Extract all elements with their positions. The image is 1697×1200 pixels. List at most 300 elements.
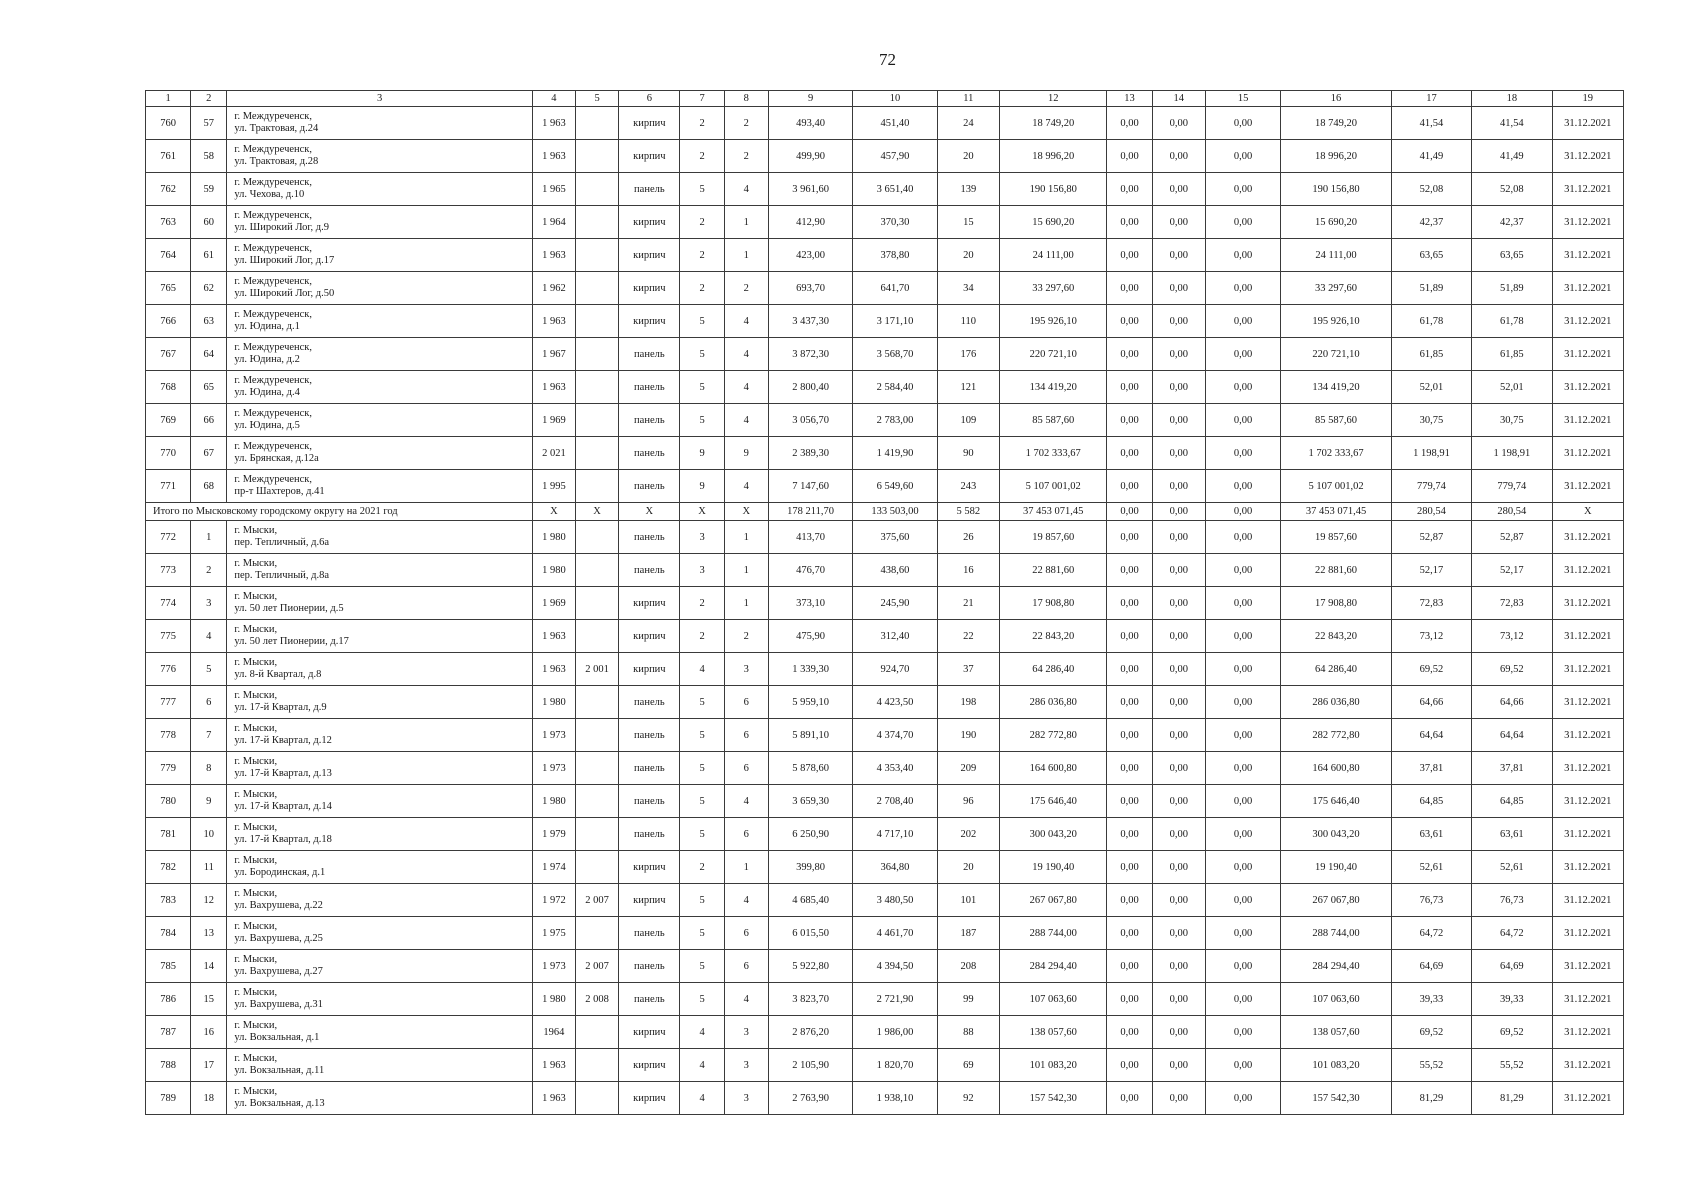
table-row xyxy=(146,1082,1624,1115)
address-city: г. Междуреченск, xyxy=(234,243,313,254)
row-number-cell: 775 xyxy=(146,620,191,653)
data-cell: 1 980 xyxy=(532,983,575,1016)
municipal-index-cell: 11 xyxy=(191,851,227,884)
address-cell xyxy=(227,305,532,338)
data-cell: 0,00 xyxy=(1205,653,1280,686)
address-street: ул. Вокзальная, д.13 xyxy=(234,1098,325,1109)
data-cell: 31.12.2021 xyxy=(1552,305,1623,338)
data-cell: 0,00 xyxy=(1205,338,1280,371)
table-row xyxy=(146,206,1624,239)
data-cell: 0,00 xyxy=(1205,554,1280,587)
address-city: г. Мыски, xyxy=(234,1086,278,1097)
data-cell: 109 xyxy=(937,404,999,437)
data-cell: 3 659,30 xyxy=(768,785,852,818)
data-cell: 282 772,80 xyxy=(1281,719,1392,752)
data-cell: 0,00 xyxy=(1107,917,1152,950)
address-street: ул. 8-й Квартал, д.8 xyxy=(234,669,322,680)
data-cell: 284 294,40 xyxy=(999,950,1107,983)
address-cell xyxy=(227,818,532,851)
data-cell: 6 xyxy=(724,752,768,785)
data-cell: 3 568,70 xyxy=(853,338,937,371)
data-cell: 5 xyxy=(680,983,724,1016)
data-cell: 0,00 xyxy=(1152,470,1205,503)
data-cell: 779,74 xyxy=(1391,470,1471,503)
data-cell: 4 xyxy=(724,173,768,206)
table-row xyxy=(146,917,1624,950)
data-cell xyxy=(576,719,619,752)
municipal-index-cell: 6 xyxy=(191,686,227,719)
data-cell: 31.12.2021 xyxy=(1552,917,1623,950)
address-street: ул. Брянская, д.12а xyxy=(234,453,319,464)
data-cell: 0,00 xyxy=(1152,239,1205,272)
row-number-cell: 760 xyxy=(146,107,191,140)
address-street: ул. 17-й Квартал, д.9 xyxy=(234,702,327,713)
table-row xyxy=(146,620,1624,653)
address-street: ул. Вокзальная, д.1 xyxy=(234,1032,320,1043)
data-cell: 423,00 xyxy=(768,239,852,272)
data-cell: 52,17 xyxy=(1472,554,1552,587)
data-cell: 52,08 xyxy=(1472,173,1552,206)
data-cell: 0,00 xyxy=(1205,719,1280,752)
data-cell: 69 xyxy=(937,1049,999,1082)
data-cell: 2 xyxy=(680,107,724,140)
address-cell xyxy=(227,437,532,470)
column-number-cell: 17 xyxy=(1391,91,1471,107)
data-cell: 0,00 xyxy=(1152,404,1205,437)
data-cell: 5 xyxy=(680,305,724,338)
data-cell: кирпич xyxy=(619,1049,680,1082)
data-cell: 375,60 xyxy=(853,521,937,554)
data-cell: 0,00 xyxy=(1205,206,1280,239)
data-cell xyxy=(576,521,619,554)
total-cell: X xyxy=(532,503,575,521)
data-cell: 1 969 xyxy=(532,404,575,437)
data-cell: 9 xyxy=(724,437,768,470)
data-cell: 0,00 xyxy=(1107,554,1152,587)
row-number-cell: 765 xyxy=(146,272,191,305)
data-cell: 1 963 xyxy=(532,371,575,404)
data-cell: 190 156,80 xyxy=(1281,173,1392,206)
data-cell: 1 995 xyxy=(532,470,575,503)
data-cell: 61,85 xyxy=(1472,338,1552,371)
data-cell xyxy=(576,272,619,305)
data-cell: 1 962 xyxy=(532,272,575,305)
municipal-index-cell: 9 xyxy=(191,785,227,818)
data-cell: 0,00 xyxy=(1107,404,1152,437)
data-cell: 0,00 xyxy=(1107,851,1152,884)
data-cell: 16 xyxy=(937,554,999,587)
data-cell: 64,72 xyxy=(1472,917,1552,950)
data-cell: кирпич xyxy=(619,107,680,140)
table-row xyxy=(146,272,1624,305)
address-cell xyxy=(227,653,532,686)
data-cell: 72,83 xyxy=(1472,587,1552,620)
data-cell: 0,00 xyxy=(1107,620,1152,653)
address-city: г. Междуреченск, xyxy=(234,210,313,221)
data-cell: 2 xyxy=(724,107,768,140)
data-cell: 0,00 xyxy=(1152,521,1205,554)
table-row xyxy=(146,785,1624,818)
data-cell: панель xyxy=(619,917,680,950)
data-cell: 4 xyxy=(724,884,768,917)
data-cell: 90 xyxy=(937,437,999,470)
data-cell: 15 xyxy=(937,206,999,239)
address-cell xyxy=(227,1016,532,1049)
data-cell: 30,75 xyxy=(1391,404,1471,437)
data-cell: 31.12.2021 xyxy=(1552,272,1623,305)
total-label: Итого по Мысковскому городскому округу на 2021 год xyxy=(146,503,533,521)
row-number-cell: 781 xyxy=(146,818,191,851)
municipal-index-cell: 14 xyxy=(191,950,227,983)
data-cell: 22 881,60 xyxy=(999,554,1107,587)
data-cell xyxy=(576,305,619,338)
data-cell: 0,00 xyxy=(1152,140,1205,173)
data-cell: 4 xyxy=(724,371,768,404)
row-number-cell: 768 xyxy=(146,371,191,404)
data-cell: 51,89 xyxy=(1472,272,1552,305)
data-cell: 0,00 xyxy=(1205,785,1280,818)
data-cell: 31.12.2021 xyxy=(1552,785,1623,818)
data-cell: кирпич xyxy=(619,206,680,239)
data-cell: 52,01 xyxy=(1391,371,1471,404)
total-cell: 178 211,70 xyxy=(768,503,852,521)
data-cell: 0,00 xyxy=(1152,587,1205,620)
column-number-cell: 14 xyxy=(1152,91,1205,107)
total-row xyxy=(146,503,1624,521)
data-cell: 31.12.2021 xyxy=(1552,437,1623,470)
table-row xyxy=(146,239,1624,272)
data-cell: 176 xyxy=(937,338,999,371)
data-cell: 5 xyxy=(680,785,724,818)
data-cell: 1 963 xyxy=(532,305,575,338)
data-cell: 101 083,20 xyxy=(1281,1049,1392,1082)
data-cell: 31.12.2021 xyxy=(1552,206,1623,239)
data-cell: 5 xyxy=(680,371,724,404)
data-cell: 5 xyxy=(680,404,724,437)
data-cell: 19 190,40 xyxy=(1281,851,1392,884)
data-cell: 1 198,91 xyxy=(1472,437,1552,470)
data-cell: 4 xyxy=(724,404,768,437)
data-cell: 1 820,70 xyxy=(853,1049,937,1082)
address-cell xyxy=(227,239,532,272)
data-cell: 779,74 xyxy=(1472,470,1552,503)
data-cell: 139 xyxy=(937,173,999,206)
data-cell xyxy=(576,173,619,206)
data-cell: 282 772,80 xyxy=(999,719,1107,752)
data-cell xyxy=(576,338,619,371)
data-cell: 15 690,20 xyxy=(999,206,1107,239)
data-cell: 0,00 xyxy=(1107,719,1152,752)
municipal-index-cell: 5 xyxy=(191,653,227,686)
address-cell xyxy=(227,587,532,620)
data-cell: 26 xyxy=(937,521,999,554)
data-cell: 31.12.2021 xyxy=(1552,983,1623,1016)
row-number-cell: 771 xyxy=(146,470,191,503)
data-cell: 1 963 xyxy=(532,1082,575,1115)
data-cell: 4 xyxy=(680,1082,724,1115)
data-cell: 0,00 xyxy=(1107,437,1152,470)
data-cell: 0,00 xyxy=(1205,983,1280,1016)
data-cell: 0,00 xyxy=(1152,1049,1205,1082)
data-cell: 0,00 xyxy=(1205,950,1280,983)
data-cell: 3 437,30 xyxy=(768,305,852,338)
data-cell xyxy=(576,818,619,851)
data-cell: 475,90 xyxy=(768,620,852,653)
data-cell: 0,00 xyxy=(1205,917,1280,950)
data-cell: 4 685,40 xyxy=(768,884,852,917)
address-street: ул. Широкий Лог, д.50 xyxy=(234,288,335,299)
data-cell: 0,00 xyxy=(1107,752,1152,785)
address-city: г. Мыски, xyxy=(234,888,278,899)
address-cell xyxy=(227,206,532,239)
address-cell xyxy=(227,950,532,983)
data-cell: 31.12.2021 xyxy=(1552,140,1623,173)
data-cell: 64,69 xyxy=(1391,950,1471,983)
column-number-cell: 13 xyxy=(1107,91,1152,107)
data-cell: 1 963 xyxy=(532,620,575,653)
data-cell: 0,00 xyxy=(1152,884,1205,917)
data-cell: 1 974 xyxy=(532,851,575,884)
table-row xyxy=(146,1016,1624,1049)
data-cell: 52,87 xyxy=(1391,521,1471,554)
data-cell: 1 702 333,67 xyxy=(1281,437,1392,470)
data-cell: 63,61 xyxy=(1391,818,1471,851)
total-cell: X xyxy=(680,503,724,521)
total-cell: X xyxy=(724,503,768,521)
data-cell: 4 xyxy=(724,338,768,371)
municipal-index-cell: 57 xyxy=(191,107,227,140)
data-cell xyxy=(576,1016,619,1049)
data-cell: 101 083,20 xyxy=(999,1049,1107,1082)
data-cell: 52,08 xyxy=(1391,173,1471,206)
municipal-index-cell: 4 xyxy=(191,620,227,653)
data-cell xyxy=(576,587,619,620)
data-cell: 1 986,00 xyxy=(853,1016,937,1049)
table-row xyxy=(146,107,1624,140)
data-cell: 0,00 xyxy=(1152,107,1205,140)
data-cell: 88 xyxy=(937,1016,999,1049)
data-cell: 31.12.2021 xyxy=(1552,851,1623,884)
address-city: г. Междуреченск, xyxy=(234,309,313,320)
data-cell: 41,54 xyxy=(1391,107,1471,140)
data-cell: 3 xyxy=(680,554,724,587)
data-cell: 2 xyxy=(724,272,768,305)
data-cell: 18 996,20 xyxy=(999,140,1107,173)
data-cell: 0,00 xyxy=(1107,950,1152,983)
data-cell: 30,75 xyxy=(1472,404,1552,437)
data-cell: 0,00 xyxy=(1152,752,1205,785)
data-cell: 0,00 xyxy=(1152,851,1205,884)
data-cell: 101 xyxy=(937,884,999,917)
municipal-index-cell: 67 xyxy=(191,437,227,470)
data-cell: 0,00 xyxy=(1205,851,1280,884)
address-street: ул. 50 лет Пионерии, д.5 xyxy=(234,603,344,614)
address-street: пер. Тепличный, д.8а xyxy=(234,570,329,581)
table-row xyxy=(146,305,1624,338)
data-cell: 55,52 xyxy=(1472,1049,1552,1082)
data-cell: 134 419,20 xyxy=(999,371,1107,404)
municipal-index-cell: 61 xyxy=(191,239,227,272)
column-number-cell: 16 xyxy=(1281,91,1392,107)
address-cell xyxy=(227,1082,532,1115)
municipal-index-cell: 58 xyxy=(191,140,227,173)
data-cell xyxy=(576,917,619,950)
data-cell: 1 964 xyxy=(532,206,575,239)
data-cell: 0,00 xyxy=(1152,371,1205,404)
column-number-cell: 8 xyxy=(724,91,768,107)
row-number-cell: 772 xyxy=(146,521,191,554)
column-number-cell: 10 xyxy=(853,91,937,107)
data-cell xyxy=(576,437,619,470)
data-cell xyxy=(576,371,619,404)
data-cell: 267 067,80 xyxy=(1281,884,1392,917)
data-cell: 5 878,60 xyxy=(768,752,852,785)
row-number-cell: 778 xyxy=(146,719,191,752)
row-number-cell: 788 xyxy=(146,1049,191,1082)
data-cell: 4 xyxy=(680,1016,724,1049)
data-cell: 157 542,30 xyxy=(1281,1082,1392,1115)
data-cell: 33 297,60 xyxy=(999,272,1107,305)
data-cell: 0,00 xyxy=(1107,653,1152,686)
data-cell: панель xyxy=(619,437,680,470)
data-cell: 195 926,10 xyxy=(1281,305,1392,338)
data-cell: 4 xyxy=(680,653,724,686)
data-cell: 64,85 xyxy=(1472,785,1552,818)
municipal-index-cell: 68 xyxy=(191,470,227,503)
data-cell: 22 843,20 xyxy=(1281,620,1392,653)
table-row xyxy=(146,338,1624,371)
data-cell: 6 xyxy=(724,950,768,983)
address-city: г. Мыски, xyxy=(234,789,278,800)
municipal-index-cell: 64 xyxy=(191,338,227,371)
data-cell: панель xyxy=(619,785,680,818)
data-cell: 42,37 xyxy=(1472,206,1552,239)
data-cell: 1 963 xyxy=(532,140,575,173)
municipal-index-cell: 62 xyxy=(191,272,227,305)
address-city: г. Мыски, xyxy=(234,855,278,866)
data-cell: 41,54 xyxy=(1472,107,1552,140)
data-cell: 2 763,90 xyxy=(768,1082,852,1115)
address-city: г. Мыски, xyxy=(234,723,278,734)
data-cell: 4 xyxy=(724,305,768,338)
row-number-cell: 777 xyxy=(146,686,191,719)
data-cell: 4 717,10 xyxy=(853,818,937,851)
address-city: г. Междуреченск, xyxy=(234,342,313,353)
data-cell: 24 xyxy=(937,107,999,140)
data-cell: 110 xyxy=(937,305,999,338)
data-cell xyxy=(576,239,619,272)
address-street: пер. Тепличный, д.6а xyxy=(234,537,329,548)
data-cell: 0,00 xyxy=(1205,437,1280,470)
data-cell: 61,85 xyxy=(1391,338,1471,371)
table-row xyxy=(146,470,1624,503)
data-cell: 73,12 xyxy=(1472,620,1552,653)
data-cell: 164 600,80 xyxy=(1281,752,1392,785)
address-city: г. Мыски, xyxy=(234,624,278,635)
data-cell: 138 057,60 xyxy=(999,1016,1107,1049)
data-cell: 18 749,20 xyxy=(999,107,1107,140)
data-cell xyxy=(576,470,619,503)
data-cell: 187 xyxy=(937,917,999,950)
table-row xyxy=(146,173,1624,206)
data-cell: 1 969 xyxy=(532,587,575,620)
data-cell: 2 105,90 xyxy=(768,1049,852,1082)
data-cell: 69,52 xyxy=(1391,1016,1471,1049)
data-cell: 4 374,70 xyxy=(853,719,937,752)
total-cell: 0,00 xyxy=(1152,503,1205,521)
data-cell: 64 286,40 xyxy=(1281,653,1392,686)
data-cell: 2 xyxy=(680,620,724,653)
table-row xyxy=(146,587,1624,620)
table-body xyxy=(146,91,1624,1115)
data-cell: 5 xyxy=(680,818,724,851)
data-cell: 31.12.2021 xyxy=(1552,404,1623,437)
table-row xyxy=(146,437,1624,470)
row-number-cell: 761 xyxy=(146,140,191,173)
data-cell: 24 111,00 xyxy=(999,239,1107,272)
data-cell: 3 961,60 xyxy=(768,173,852,206)
data-cell: 364,80 xyxy=(853,851,937,884)
data-cell: 0,00 xyxy=(1152,305,1205,338)
data-cell: 4 461,70 xyxy=(853,917,937,950)
data-cell: 9 xyxy=(680,470,724,503)
address-street: ул. Юдина, д.4 xyxy=(234,387,300,398)
address-cell xyxy=(227,521,532,554)
data-cell: 31.12.2021 xyxy=(1552,620,1623,653)
data-cell: панель xyxy=(619,818,680,851)
municipal-index-cell: 8 xyxy=(191,752,227,785)
data-cell: 31.12.2021 xyxy=(1552,653,1623,686)
data-cell: 378,80 xyxy=(853,239,937,272)
data-cell: 0,00 xyxy=(1107,884,1152,917)
address-city: г. Мыски, xyxy=(234,657,278,668)
data-cell: 0,00 xyxy=(1205,818,1280,851)
data-cell: 6 xyxy=(724,818,768,851)
data-cell: 19 857,60 xyxy=(1281,521,1392,554)
data-cell: 2 xyxy=(680,272,724,305)
address-city: г. Междуреченск, xyxy=(234,111,313,122)
data-cell: 0,00 xyxy=(1205,272,1280,305)
data-cell: 31.12.2021 xyxy=(1552,719,1623,752)
data-cell: 0,00 xyxy=(1205,752,1280,785)
data-cell: 3 651,40 xyxy=(853,173,937,206)
data-cell: 0,00 xyxy=(1107,206,1152,239)
data-cell: 1 973 xyxy=(532,752,575,785)
data-cell: 64,64 xyxy=(1472,719,1552,752)
data-cell: 3 xyxy=(724,1049,768,1082)
data-cell: 3 480,50 xyxy=(853,884,937,917)
data-cell: 412,90 xyxy=(768,206,852,239)
data-cell: 0,00 xyxy=(1107,983,1152,1016)
data-cell: 52,61 xyxy=(1472,851,1552,884)
data-cell: 0,00 xyxy=(1205,1082,1280,1115)
data-cell xyxy=(576,752,619,785)
data-cell: 0,00 xyxy=(1152,917,1205,950)
total-cell: 280,54 xyxy=(1472,503,1552,521)
column-number-cell: 3 xyxy=(227,91,532,107)
row-number-cell: 786 xyxy=(146,983,191,1016)
data-cell: кирпич xyxy=(619,305,680,338)
data-cell: 3 xyxy=(724,653,768,686)
data-cell: 81,29 xyxy=(1472,1082,1552,1115)
data-cell: 476,70 xyxy=(768,554,852,587)
data-cell: 0,00 xyxy=(1205,404,1280,437)
data-cell: 438,60 xyxy=(853,554,937,587)
data-cell: 31.12.2021 xyxy=(1552,107,1623,140)
data-cell: 96 xyxy=(937,785,999,818)
data-cell: панель xyxy=(619,338,680,371)
data-cell: 3 823,70 xyxy=(768,983,852,1016)
